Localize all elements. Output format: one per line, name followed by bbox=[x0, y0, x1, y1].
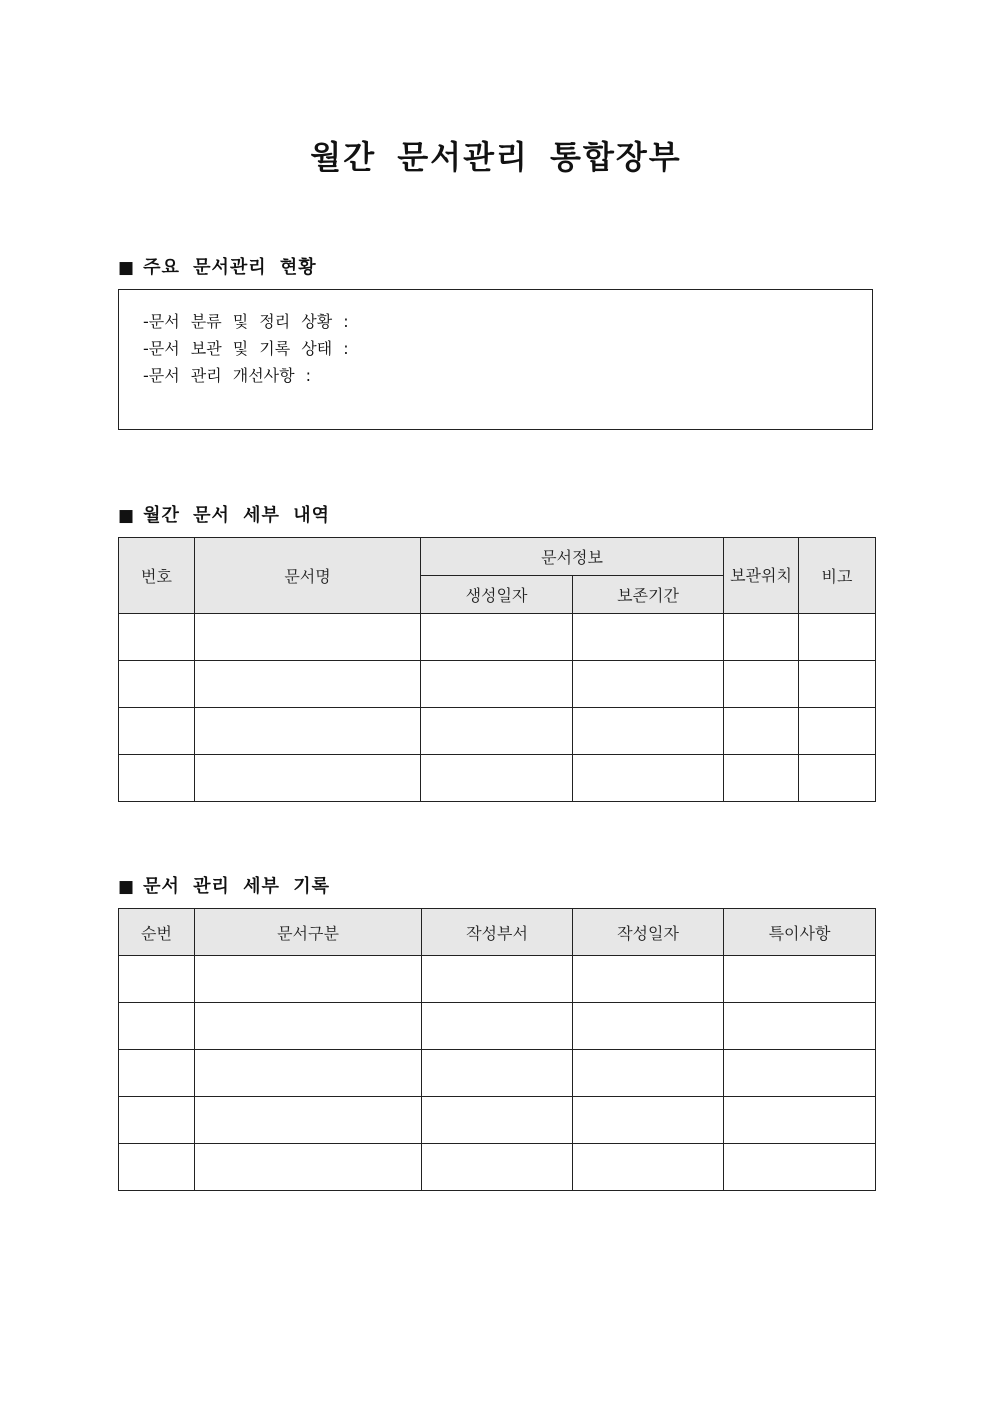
cell-department[interactable] bbox=[422, 1144, 573, 1191]
header-no: 번호 bbox=[119, 538, 195, 614]
cell-no[interactable] bbox=[119, 708, 195, 755]
cell-remarks[interactable] bbox=[724, 1144, 876, 1191]
cell-retention[interactable] bbox=[573, 614, 724, 661]
section-title: 문서 관리 세부 기록 bbox=[143, 876, 330, 897]
cell-remarks[interactable] bbox=[724, 1050, 876, 1097]
cell-remarks[interactable] bbox=[724, 1003, 876, 1050]
cell-date[interactable] bbox=[573, 1050, 724, 1097]
table-row bbox=[119, 1003, 876, 1050]
section-heading-detail bbox=[118, 501, 330, 527]
cell-name[interactable] bbox=[195, 614, 421, 661]
header-created: 생성일자 bbox=[421, 576, 573, 614]
cell-remarks[interactable] bbox=[724, 956, 876, 1003]
table-row bbox=[119, 956, 876, 1003]
section-title: 월간 문서 세부 내역 bbox=[143, 505, 330, 526]
status-line-improvement[interactable]: -문서 관리 개선사항 : bbox=[143, 366, 312, 385]
status-line-storage[interactable]: -문서 보관 및 기록 상태 : bbox=[143, 339, 349, 358]
cell-department[interactable] bbox=[422, 1050, 573, 1097]
cell-no[interactable] bbox=[119, 755, 195, 802]
cell-location[interactable] bbox=[724, 614, 799, 661]
cell-name[interactable] bbox=[195, 708, 421, 755]
management-record-table bbox=[118, 908, 876, 1191]
cell-category[interactable] bbox=[195, 1097, 422, 1144]
cell-note[interactable] bbox=[799, 708, 876, 755]
cell-created[interactable] bbox=[421, 708, 573, 755]
cell-name[interactable] bbox=[195, 755, 421, 802]
cell-retention[interactable] bbox=[573, 661, 724, 708]
table-row bbox=[119, 755, 876, 802]
cell-department[interactable] bbox=[422, 1003, 573, 1050]
cell-seq[interactable] bbox=[119, 1144, 195, 1191]
cell-seq[interactable] bbox=[119, 1097, 195, 1144]
cell-category[interactable] bbox=[195, 956, 422, 1003]
cell-created[interactable] bbox=[421, 755, 573, 802]
header-date: 작성일자 bbox=[573, 909, 724, 956]
cell-category[interactable] bbox=[195, 1003, 422, 1050]
table-row bbox=[119, 1097, 876, 1144]
cell-name[interactable] bbox=[195, 661, 421, 708]
cell-note[interactable] bbox=[799, 661, 876, 708]
cell-date[interactable] bbox=[573, 1003, 724, 1050]
header-info: 문서정보 bbox=[421, 538, 724, 576]
cell-department[interactable] bbox=[422, 956, 573, 1003]
cell-remarks[interactable] bbox=[724, 1097, 876, 1144]
cell-no[interactable] bbox=[119, 661, 195, 708]
cell-retention[interactable] bbox=[573, 755, 724, 802]
table-row bbox=[119, 614, 876, 661]
square-bullet-icon: ■ bbox=[118, 877, 136, 897]
cell-created[interactable] bbox=[421, 661, 573, 708]
cell-note[interactable] bbox=[799, 614, 876, 661]
header-name: 문서명 bbox=[195, 538, 421, 614]
cell-no[interactable] bbox=[119, 614, 195, 661]
table-row bbox=[119, 1144, 876, 1191]
status-line-classification[interactable]: -문서 분류 및 정리 상황 : bbox=[143, 312, 349, 331]
cell-category[interactable] bbox=[195, 1144, 422, 1191]
header-category: 문서구분 bbox=[195, 909, 422, 956]
cell-location[interactable] bbox=[724, 708, 799, 755]
table-row bbox=[119, 1050, 876, 1097]
cell-seq[interactable] bbox=[119, 1050, 195, 1097]
table-row bbox=[119, 661, 876, 708]
cell-category[interactable] bbox=[195, 1050, 422, 1097]
cell-seq[interactable] bbox=[119, 956, 195, 1003]
header-location: 보관위치 bbox=[724, 538, 799, 614]
header-department: 작성부서 bbox=[422, 909, 573, 956]
cell-location[interactable] bbox=[724, 755, 799, 802]
table-row bbox=[119, 708, 876, 755]
cell-date[interactable] bbox=[573, 956, 724, 1003]
cell-seq[interactable] bbox=[119, 1003, 195, 1050]
header-seq: 순번 bbox=[119, 909, 195, 956]
section-heading-record bbox=[118, 872, 330, 898]
square-bullet-icon: ■ bbox=[118, 258, 136, 278]
section-title: 주요 문서관리 현황 bbox=[143, 257, 317, 278]
cell-location[interactable] bbox=[724, 661, 799, 708]
status-summary-box bbox=[118, 289, 873, 430]
cell-created[interactable] bbox=[421, 614, 573, 661]
header-remarks: 특이사항 bbox=[724, 909, 876, 956]
cell-department[interactable] bbox=[422, 1097, 573, 1144]
square-bullet-icon: ■ bbox=[118, 506, 136, 526]
cell-note[interactable] bbox=[799, 755, 876, 802]
cell-date[interactable] bbox=[573, 1097, 724, 1144]
section-heading-status bbox=[118, 253, 317, 279]
cell-retention[interactable] bbox=[573, 708, 724, 755]
header-note: 비고 bbox=[799, 538, 876, 614]
document-detail-table bbox=[118, 537, 876, 802]
page-title: 월간 문서관리 통합장부 bbox=[310, 138, 682, 176]
header-retention: 보존기간 bbox=[573, 576, 724, 614]
cell-date[interactable] bbox=[573, 1144, 724, 1191]
